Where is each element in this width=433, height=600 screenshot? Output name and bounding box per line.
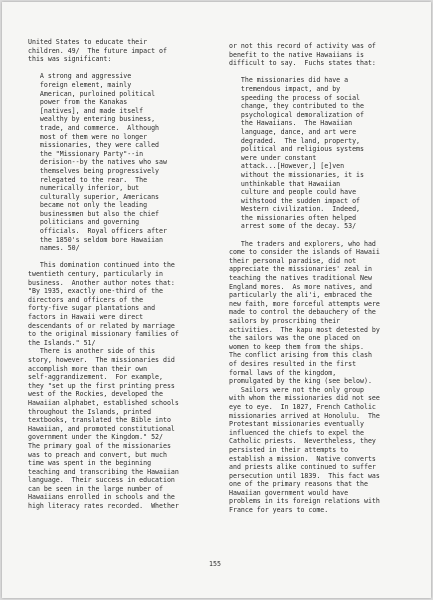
text-line (28, 64, 179, 73)
text-line: teaching and transcribing the Hawaiian (28, 467, 179, 476)
text-line: American, purloined political (28, 89, 156, 98)
text-line: was to preach and convert, but much (28, 450, 167, 459)
text-line: missionaries, they were called (28, 141, 160, 150)
text-line: Protestant missionaries eventually (229, 420, 364, 429)
text-line: the Hawaiians. The Hawaiian (229, 119, 353, 128)
text-line: language. Their success in education (28, 476, 175, 485)
text-line: government under the Kingdom." 52/ (28, 433, 163, 442)
text-line: or not this record of activity was of (229, 42, 376, 50)
text-line: political and religious systems (229, 145, 364, 154)
text-line: establish a mission. Native converts (229, 454, 376, 463)
text-line: The primary goal of the missionaries (28, 441, 171, 450)
text-line: psychological demoralization of (229, 110, 364, 119)
text-line: directors and officers of the (28, 295, 144, 304)
text-line: business. Another author notes that: (28, 278, 175, 287)
text-line (28, 253, 179, 262)
text-line: United States to educate their (28, 38, 148, 46)
text-line: arrest some of the decay. 53/ (229, 222, 357, 231)
text-line: were under constant (229, 153, 317, 162)
text-line: withstood the sudden impact of (229, 196, 361, 205)
text-line: There is another side of this (28, 347, 156, 356)
text-line: Hawaiians enrolled in schools and the (28, 493, 175, 502)
text-line: tremendous impact, and by (229, 84, 341, 93)
left-column (28, 38, 179, 511)
text-line: women to keep them from the ships. (229, 342, 364, 351)
text-line: this was significant: (28, 55, 112, 64)
text-line: Catholic priests. Nevertheless, they (229, 437, 376, 446)
text-line: children. 49/ The future impact of (28, 46, 167, 55)
text-line (229, 231, 380, 240)
text-line: story, however. The missionaries did (28, 355, 175, 364)
text-line: with whom the missionaries did not see (229, 394, 380, 403)
text-line: teaching the natives traditional New (229, 274, 372, 283)
text-line: time was spent in the beginning (28, 459, 152, 468)
text-line: [natives], and made itself (28, 106, 144, 115)
text-line: the Islands." 51/ (28, 338, 96, 347)
text-line: can be seen in the large number of (28, 484, 163, 493)
right-column (229, 42, 380, 515)
text-line: Hawaiian, and promoted constitutional (28, 424, 175, 433)
text-line: Sailors were not the only group (229, 385, 364, 394)
text-line: trade, and commerce. Although (28, 123, 160, 132)
text-line: The missionaries did have a (229, 76, 349, 85)
text-line: Hawaiian alphabet, established schools (28, 398, 179, 407)
text-line: the sailors was the one placed on (229, 334, 361, 343)
page-number: 155 (209, 560, 221, 568)
text-line: high literacy rates recorded. Whether (28, 502, 179, 511)
text-line: became not only the leading (28, 201, 148, 210)
text-line: unthinkable that Hawaiian (229, 179, 341, 188)
text-line: promulgated by the king (see below). (229, 377, 372, 386)
text-line: culture and people could have (229, 188, 357, 197)
text-line: France for years to come. (229, 506, 329, 515)
text-line: made to control the debauchery of the (229, 308, 376, 317)
text-line: persecution until 1839. This fact was (229, 471, 380, 480)
text-line: sailors by proscribing their (229, 317, 341, 325)
text-line: and priests alike continued to suffer (229, 463, 376, 472)
text-line: wealthy by entering business, (28, 115, 156, 124)
text-line: politicians and governing (28, 218, 140, 227)
text-line: A strong and aggressive (28, 72, 132, 81)
text-line: This domination continued into the (28, 261, 175, 270)
text-line: businessmen but also the chief (28, 209, 160, 218)
text-line: persisted in their attempts to (229, 445, 349, 454)
text-line: activities. The kapu most detested by (229, 325, 380, 334)
text-line: officials. Royal officers after (28, 227, 167, 236)
text-line: their personal paradise, did not (229, 256, 357, 265)
text-line: particularly the ali'i, embraced the (229, 291, 372, 300)
text-line: foreign element, mainly (28, 80, 132, 89)
text-line: attack...[However,] [e]ven (229, 162, 345, 171)
text-line: derision--by the natives who saw (28, 158, 167, 167)
text-line: of desires resulted in the first (229, 359, 357, 368)
text-line: twentieth century, particularly in (28, 270, 163, 279)
text-line: missionaries arrived at Honolulu. The (229, 411, 380, 420)
text-line: textbooks, translated the Bible into (28, 416, 171, 425)
text-line: the "Missionary Party"--in (28, 149, 144, 158)
text-line: forty-five sugar plantations and (28, 304, 156, 313)
text-line: descendants of or related by marriage (28, 321, 175, 330)
text-line: names. 50/ (28, 244, 80, 253)
text-line: formal laws of the kingdom, (229, 368, 337, 377)
text-line: The conflict arising from this clash (229, 351, 372, 360)
text-line: change, they contributed to the (229, 102, 364, 111)
text-line: to the original missionary families of (28, 330, 179, 339)
text-line: one of the primary reasons that the (229, 480, 368, 489)
text-line: benefit to the native Hawaiians is (229, 50, 364, 59)
text-line (229, 68, 380, 77)
text-line: speeding the process of social (229, 93, 361, 102)
text-line: The traders and explorers, who had (229, 239, 376, 248)
text-line: "By 1935, exactly one-third of the (28, 287, 163, 296)
text-line: the missionaries often helped (229, 213, 357, 222)
text-line: themselves being progressively (28, 166, 160, 175)
text-line: most of them were no longer (28, 132, 148, 141)
text-line: they "set up the first printing press (28, 381, 175, 390)
text-line: new faith, more forceful attempts were (229, 299, 380, 308)
text-line: language, dance, and art were (229, 127, 357, 136)
text-line: factors in Hawaii were direct (28, 313, 144, 321)
text-line: appreciate the missionaries' zeal in (229, 265, 372, 274)
text-line: the 1850's seldom bore Hawaiian (28, 235, 163, 244)
text-line: problems in its foreign relations with (229, 497, 380, 506)
text-line: relegated to the rear. The (28, 175, 148, 184)
text-line: difficult to say. Fuchs states that: (229, 59, 376, 68)
text-line: power from the Kanakas (28, 98, 128, 107)
text-line: throughout the Islands, printed (28, 407, 152, 416)
text-line: numerically inferior, but (28, 184, 140, 193)
text-line: Hawaiian government would have (229, 488, 349, 497)
text-line: influenced the chiefs to expel the (229, 428, 364, 437)
text-line: culturally superior, Americans (28, 192, 160, 201)
text-line: west of the Rockies, developed the (28, 390, 163, 399)
text-line: accomplish more than their own (28, 364, 148, 373)
text-line: Western civilization. Indeed, (229, 205, 361, 214)
text-line: England mores. As more natives, and (229, 282, 372, 291)
text-line: without the missionaries, it is (229, 170, 364, 179)
text-line: degraded. The land, property, (229, 136, 361, 145)
text-line: self-aggrandizement. For example, (28, 373, 163, 382)
text-line: eye to eye. In 1827, French Catholic (229, 402, 376, 411)
text-line: come to consider the islands of Hawaii (229, 248, 380, 257)
document-page (2, 2, 431, 598)
